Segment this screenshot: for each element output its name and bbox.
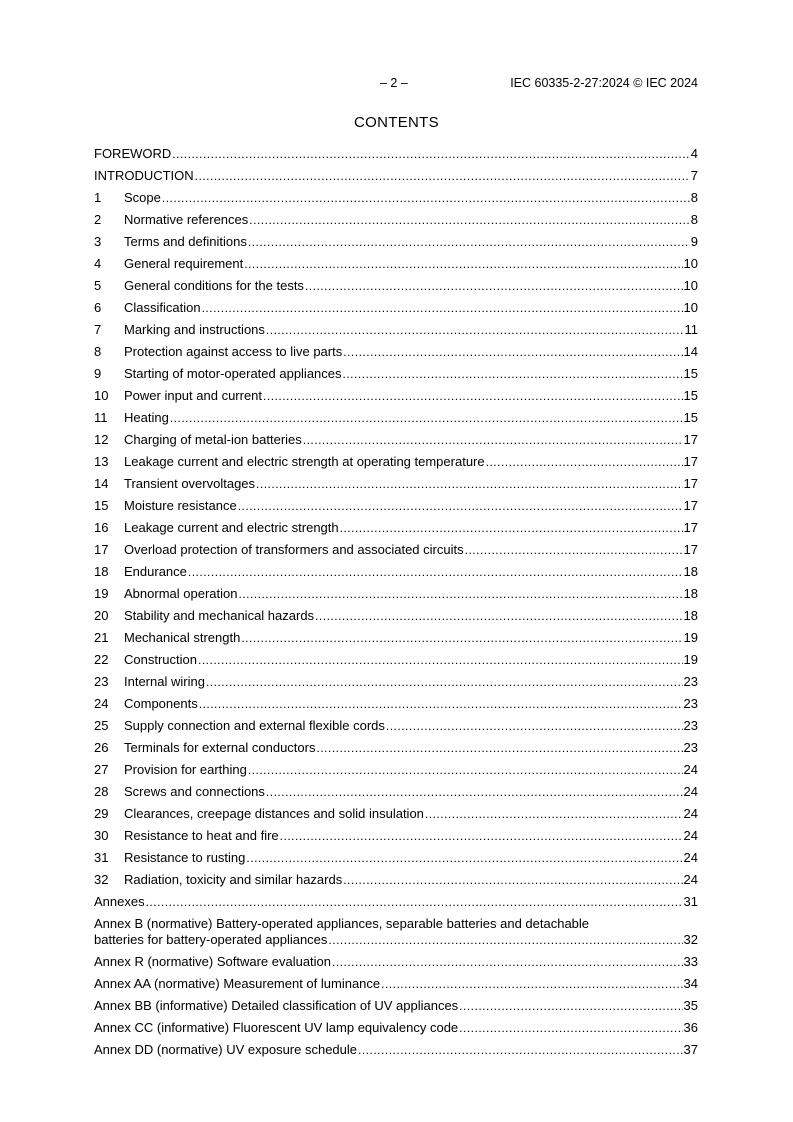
dot-leader (303, 432, 683, 449)
toc-entry[interactable] (94, 431, 698, 453)
toc-entry[interactable] (94, 145, 698, 167)
toc-entry-number: 27 (94, 762, 109, 777)
toc-entry-number: 15 (94, 498, 109, 513)
dot-leader (172, 146, 689, 163)
dot-leader (305, 278, 683, 295)
dot-leader (328, 933, 682, 948)
toc-entry-number: 19 (94, 586, 109, 601)
toc-entry-title: Mechanical strength (124, 630, 241, 645)
toc-entry[interactable] (94, 871, 698, 893)
toc-entry[interactable] (94, 953, 698, 975)
dot-leader (241, 630, 682, 647)
toc-entry-page: 35 (683, 998, 698, 1013)
toc-entry-number: 10 (94, 388, 109, 403)
toc-entry-title: Internal wiring (124, 674, 205, 689)
toc-entry-number: 29 (94, 806, 109, 821)
toc-entry-number: 12 (94, 432, 109, 447)
toc-entry-page: 24 (683, 762, 698, 777)
toc-entry-page: 14 (683, 344, 698, 359)
page-title: CONTENTS (354, 114, 439, 131)
dot-leader (256, 476, 683, 493)
dot-leader (343, 872, 682, 889)
toc-entry-title: Protection against access to live parts (124, 344, 343, 359)
toc-entry-page: 37 (683, 1042, 698, 1057)
toc-entry-title: FOREWORD (94, 146, 172, 161)
toc-entry-title: Annex AA (normative) Measurement of luminance (94, 976, 381, 991)
dot-leader (199, 696, 683, 713)
toc-entry[interactable] (94, 365, 698, 387)
page-header (94, 76, 698, 92)
toc-entry-number: 8 (94, 344, 102, 359)
toc-entry-number: 17 (94, 542, 109, 557)
toc-entry[interactable] (94, 629, 698, 651)
toc-entry-title: Resistance to heat and fire (124, 828, 279, 843)
toc-entry-number: 24 (94, 696, 109, 711)
toc-entry-number: 1 (94, 190, 102, 205)
toc-entry-page: 15 (683, 388, 698, 403)
dot-leader (146, 894, 683, 911)
toc-entry-title: Terminals for external conductors (124, 740, 316, 755)
toc-entry-number: 21 (94, 630, 109, 645)
toc-entry[interactable] (94, 1019, 698, 1041)
dot-leader (263, 388, 683, 405)
toc-entry-page: 23 (683, 696, 698, 711)
toc-entry-page: 17 (683, 476, 698, 491)
toc-entry-title: Endurance (124, 564, 187, 579)
toc-entry-number: 4 (94, 256, 102, 271)
toc-entry-title: Heating (124, 410, 169, 425)
toc-entry[interactable] (94, 695, 698, 717)
toc-entry-title: Charging of metal-ion batteries (124, 432, 302, 447)
toc-entry-continuation (94, 932, 698, 948)
toc-entry-title: Marking and instructions (124, 322, 265, 337)
toc-entry-page: 19 (683, 652, 698, 667)
dot-leader (343, 366, 683, 383)
dot-leader (195, 168, 690, 185)
toc-entry-number: 25 (94, 718, 109, 733)
toc-entry-page: 17 (683, 542, 698, 557)
table-of-contents (94, 145, 698, 1063)
toc-entry-number: 18 (94, 564, 109, 579)
toc-entry-title: Construction (124, 652, 197, 667)
toc-entry[interactable] (94, 783, 698, 805)
toc-entry[interactable] (94, 585, 698, 607)
toc-entry-number: 22 (94, 652, 109, 667)
dot-leader (249, 212, 689, 229)
toc-entry[interactable] (94, 409, 698, 431)
dot-leader (486, 454, 683, 471)
toc-entry-number: 31 (94, 850, 109, 865)
toc-entry-page: 18 (683, 608, 698, 623)
toc-entry[interactable] (94, 167, 698, 189)
dot-leader (340, 520, 683, 537)
toc-entry-title: Leakage current and electric strength (124, 520, 339, 535)
toc-entry-number: 23 (94, 674, 109, 689)
toc-entry-title: Transient overvoltages (124, 476, 256, 491)
dot-leader (198, 652, 683, 669)
dot-leader (316, 740, 682, 757)
toc-entry-page: 15 (683, 410, 698, 425)
toc-entry-title: Overload protection of transformers and associated circuits (124, 542, 464, 557)
toc-entry-number: 3 (94, 234, 102, 249)
toc-entry[interactable] (94, 189, 698, 211)
toc-entry-page: 17 (683, 498, 698, 513)
toc-entry-annex-b[interactable] (94, 915, 698, 953)
toc-entry-title: Components (124, 696, 198, 711)
dot-leader (238, 498, 683, 515)
toc-entry-title: Clearances, creepage distances and solid insulation (124, 806, 424, 821)
toc-entry-title: Power input and current (124, 388, 263, 403)
toc-entry[interactable] (94, 453, 698, 475)
toc-entry-title-cont: batteries for battery-operated appliances (94, 932, 328, 947)
toc-entry-number: 9 (94, 366, 102, 381)
toc-entry[interactable] (94, 277, 698, 299)
toc-entry[interactable] (94, 607, 698, 629)
dot-leader (386, 718, 683, 735)
toc-entry[interactable] (94, 717, 698, 739)
dot-leader (206, 674, 683, 691)
toc-entry-title: Leakage current and electric strength at operating temperature (124, 454, 485, 469)
dot-leader (246, 850, 682, 867)
toc-entry[interactable] (94, 827, 698, 849)
toc-entry-number: 32 (94, 872, 109, 887)
dot-leader (465, 542, 683, 559)
toc-entry-number: 13 (94, 454, 109, 469)
toc-entry[interactable] (94, 761, 698, 783)
toc-entry-title: Supply connection and external flexible cords (124, 718, 385, 733)
toc-entry-title: Stability and mechanical hazards (124, 608, 315, 623)
dot-leader (358, 1042, 683, 1059)
toc-entry-number: 7 (94, 322, 102, 337)
toc-entry-page: 24 (683, 850, 698, 865)
toc-entry-page: 15 (683, 366, 698, 381)
toc-entry-number: 16 (94, 520, 109, 535)
toc-entry-page: 8 (690, 190, 698, 205)
toc-entry[interactable] (94, 673, 698, 695)
toc-entry[interactable] (94, 497, 698, 519)
toc-entry-title: Annex B (normative) Battery-operated appliances, separable batteries and detachable (94, 916, 590, 931)
dot-leader (170, 410, 683, 427)
toc-entry-title: Classification (124, 300, 201, 315)
standard-reference: IEC 60335-2-27:2024 © IEC 2024 (510, 76, 698, 90)
toc-entry-title: Annex BB (informative) Detailed classification of UV appliances (94, 998, 459, 1013)
toc-entry-title: Annex CC (informative) Fluorescent UV lamp equivalency code (94, 1020, 459, 1035)
toc-entry-page: 10 (683, 278, 698, 293)
toc-entry-title: Scope (124, 190, 161, 205)
toc-entry-page: 19 (683, 630, 698, 645)
toc-entry[interactable] (94, 343, 698, 365)
toc-entry-page: 23 (683, 718, 698, 733)
toc-entry[interactable] (94, 211, 698, 233)
toc-entry[interactable] (94, 541, 698, 563)
dot-leader (315, 608, 682, 625)
toc-entry-page: 11 (684, 322, 698, 337)
toc-entry-page: 7 (690, 168, 698, 183)
toc-entry-title: Terms and definitions (124, 234, 247, 249)
toc-entry[interactable] (94, 849, 698, 871)
dot-leader (343, 344, 682, 361)
toc-entry[interactable] (94, 893, 698, 915)
dot-leader (248, 762, 683, 779)
toc-entry-number: 28 (94, 784, 109, 799)
toc-entry-number: 26 (94, 740, 109, 755)
toc-entry[interactable] (94, 519, 698, 541)
toc-entry-page: 18 (683, 586, 698, 601)
toc-entry-page: 24 (683, 872, 698, 887)
toc-entry-page: 32 (683, 932, 698, 947)
toc-entry-title: General conditions for the tests (124, 278, 304, 293)
dot-leader (244, 256, 682, 273)
toc-entry[interactable] (94, 975, 698, 997)
dot-leader (280, 828, 683, 845)
toc-entry-title: Normative references (124, 212, 249, 227)
toc-entry[interactable] (94, 563, 698, 585)
dot-leader (188, 564, 683, 581)
toc-entry[interactable] (94, 739, 698, 761)
toc-entry-page: 17 (683, 520, 698, 535)
dot-leader (459, 1020, 682, 1037)
toc-entry-page: 9 (690, 234, 698, 249)
toc-entry[interactable] (94, 805, 698, 827)
toc-entry[interactable] (94, 387, 698, 409)
toc-entry-title: Screws and connections (124, 784, 265, 799)
toc-entry[interactable] (94, 255, 698, 277)
toc-entry[interactable] (94, 299, 698, 321)
toc-entry-page: 4 (690, 146, 698, 161)
toc-entry-page: 17 (683, 432, 698, 447)
dot-leader (332, 954, 683, 971)
toc-entry[interactable] (94, 475, 698, 497)
toc-entry-page: 18 (683, 564, 698, 579)
toc-entry-page: 23 (683, 674, 698, 689)
page-number: – 2 – (380, 76, 408, 90)
toc-entry-number: 14 (94, 476, 109, 491)
dot-leader (202, 300, 683, 317)
dot-leader (381, 976, 682, 993)
toc-entry-page: 33 (683, 954, 698, 969)
toc-entry-page: 24 (683, 806, 698, 821)
toc-entry[interactable] (94, 1041, 698, 1063)
toc-entry-page: 10 (683, 300, 698, 315)
toc-entry-page: 24 (683, 828, 698, 843)
toc-entry-title: Provision for earthing (124, 762, 247, 777)
toc-entry-page: 10 (683, 256, 698, 271)
toc-entry-title: Moisture resistance (124, 498, 237, 513)
toc-entry-number: 5 (94, 278, 102, 293)
toc-entry-title: Annex DD (normative) UV exposure schedule (94, 1042, 358, 1057)
toc-entry-title: Starting of motor-operated appliances (124, 366, 342, 381)
toc-entry-title: Annexes (94, 894, 145, 909)
toc-entry-page: 24 (683, 784, 698, 799)
toc-entry-page: 34 (683, 976, 698, 991)
toc-entry[interactable] (94, 233, 698, 255)
toc-entry-number: 20 (94, 608, 109, 623)
toc-entry-title: Abnormal operation (124, 586, 238, 601)
toc-entry-page: 8 (690, 212, 698, 227)
toc-entry-number: 11 (94, 410, 108, 425)
toc-entry[interactable] (94, 321, 698, 343)
toc-entry-title: INTRODUCTION (94, 168, 194, 183)
dot-leader (266, 784, 683, 801)
dot-leader (238, 586, 682, 603)
toc-entry-page: 23 (683, 740, 698, 755)
toc-entry[interactable] (94, 651, 698, 673)
toc-entry-title: Radiation, toxicity and similar hazards (124, 872, 343, 887)
toc-entry-page: 31 (683, 894, 698, 909)
dot-leader (459, 998, 682, 1015)
dot-leader (248, 234, 690, 251)
toc-entry-title: Resistance to rusting (124, 850, 246, 865)
dot-leader (162, 190, 690, 207)
toc-entry-number: 2 (94, 212, 102, 227)
toc-entry[interactable] (94, 997, 698, 1019)
toc-entry-page: 36 (683, 1020, 698, 1035)
toc-entry-title: Annex R (normative) Software evaluation (94, 954, 332, 969)
toc-entry-title: General requirement (124, 256, 244, 271)
dot-leader (266, 322, 684, 339)
toc-entry-number: 30 (94, 828, 109, 843)
toc-entry-page: 17 (683, 454, 698, 469)
toc-entry-number: 6 (94, 300, 102, 315)
dot-leader (425, 806, 683, 823)
